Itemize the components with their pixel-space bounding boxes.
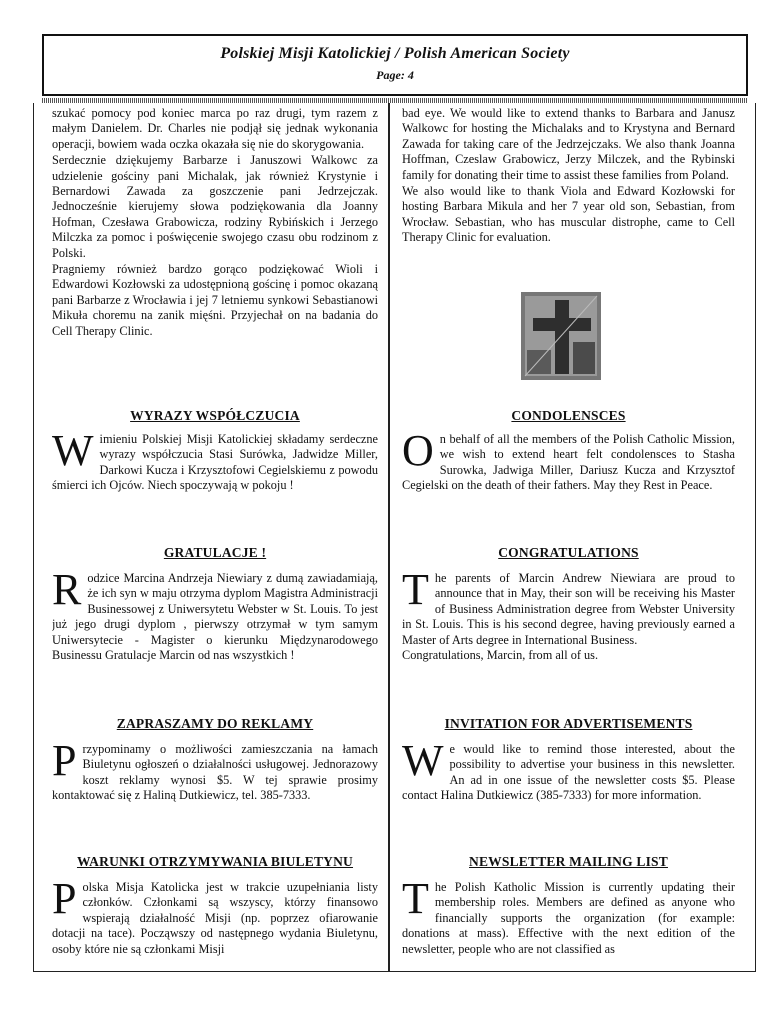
heading-condolences: CONDOLENSCES: [511, 408, 626, 423]
drop-cap: P: [52, 880, 77, 923]
section-text: n behalf of all the members of the Polish Catholic Mission, we wish to extend heart felt condolensces to Stasha Surowka, Jadwiga Miller, Dariusz Kucza and Krzysztof Cegielski on the death of their fathers. May they Rest in Peace.: [402, 432, 735, 493]
drop-cap: W: [52, 432, 94, 475]
section-text: he Polish Katholic Mission is currently updating their membership roles. Members are defined as anyone who financially supports the organization (for example: donations at mass). Effective with the next edition of the newsletter, people who are not classified as: [402, 880, 735, 956]
congratulations-section: [402, 571, 735, 697]
page-number: Page: 4: [376, 68, 414, 82]
congrats-pl-section: [52, 571, 378, 697]
paragraph: We also would like to thank Viola and Edward Kozłowski for hosting Barbara Mikula and her 7 year old son, Sebastian, from Wrocław. Sebastian, who has muscular distrophe, came to Cell Therapy Clinic for evaluation.: [402, 184, 735, 245]
heading-mailing-pl: WARUNKI OTRZYMYWANIA BIULETYNU: [76, 854, 354, 869]
paragraph: Congratulations, Marcin, from all of us.: [402, 648, 599, 663]
masthead-box: [42, 34, 748, 96]
heading-ads-pl: ZAPRASZAMY DO REKLAMY: [116, 716, 314, 731]
right-intro: [402, 106, 735, 292]
mailing-pl-section: [52, 880, 378, 970]
drop-cap: W: [402, 742, 444, 785]
heading-congrats-pl: GRATULACJE !: [163, 545, 267, 560]
section-text: imieniu Polskiej Misji Katolickiej składamy serdeczne wyrazy współczucia Stasi Surówka, Jadwidze Miller, Darkowi Kucza i Krzysztofowi Cegielskiemu z powodu śmierci ich Ojców. Niech spoczywają w pokoju !: [52, 432, 378, 493]
column-divider: [388, 103, 390, 972]
condolences-section: [402, 432, 735, 527]
paragraph: bad eye. We would like to extend thanks to Barbara and Janusz Walkowc for hosting the Michalaks and to Krystyna and Bernard Zawada for taking care of the Jedrzejczaks. We also thank Joanna Hoffman, Czeslaw Grabowicz, Jerzy Milczek, and the Rybinski family for donating their time to assist these families from Poland.: [402, 106, 735, 182]
mailing-list-section: [402, 880, 735, 970]
heading-congratulations: CONGRATULATIONS: [498, 545, 639, 560]
masthead-title: Polskiej Misji Katolickiej / Polish American Society: [220, 45, 570, 62]
heading-mailing-list: NEWSLETTER MAILING LIST: [469, 854, 668, 869]
section-text: rzypominamy o możliwości zamieszczania na łamach Biuletynu ogłoszeń o działalności usługowej. Jednorazowy koszt reklamy wynosi $5. W tej sprawie prosimy kontaktować się z Haliną Dutkiewicz, tel. 385-7333.: [52, 742, 378, 803]
cross-illustration: [521, 292, 601, 380]
paragraph: szukać pomocy pod koniec marca po raz drugi, tym razem z małym Danielem. Dr. Charles nie podjął się jednak wykonania operacji, bowiem wada oczka okazała się nie do skorygowania.: [52, 106, 378, 151]
paragraph: Serdecznie dziękujemy Barbarze i Januszowi Walkowc za udzielenie gościny pani Michalak, jak również Krystynie i Bernardowi Zawada za goszczenie pani Jedrzejczak. Jednocześnie kierujemy słowa podziękowania dla Joanny Hofman, Czesława Grabowicza, rodziny Rybińskich i Jerzego Milczka za pomoc i poświęcenie swojego czasu obu rodzinom z Polski.: [52, 153, 378, 260]
drop-cap: R: [52, 571, 82, 614]
advertisements-section: [402, 742, 735, 837]
drop-cap: T: [402, 880, 429, 923]
drop-cap: P: [52, 742, 77, 785]
ads-pl-section: [52, 742, 378, 837]
heading-advertisements: INVITATION FOR ADVERTISEMENTS: [444, 716, 693, 731]
paragraph: Pragniemy również bardzo gorąco podziękować Wioli i Edwardowi Kozłowski za udostępnioną gościnę i pomoc okazaną pani Barbarze z Wrocławia i jej 7 letniemu synkowi Sebastianowi Mikuła choremu na zanik mięśni. Przyjechał on na badania do Cell Therapy Clinic.: [52, 262, 378, 338]
section-text: e would like to remind those interested, about the possibility to advertise your business in this newsletter. An ad in one issue of the newsletter costs $5. Please contact Halina Dutkiewicz (385-7333) for more information.: [402, 742, 735, 803]
sympathy-section: [52, 432, 378, 527]
section-text: odzice Marcina Andrzeja Niewiary z dumą zawiadamiają, że ich syn w maju otrzyma dyplom Magistra Administracji Businessowej z Uniwersytetu Webster w St. Louis. To jest już jego drugi dyplom , pierwszy otrzymał w tym samym Uniwersytecie - Magister o kierunku Międzynarodowego Businessu Gratulacje Marcin od nas wszystkich !: [52, 571, 378, 663]
left-intro: [52, 106, 378, 402]
drop-cap: O: [402, 432, 434, 475]
heading-sympathy: WYRAZY WSPÓŁCZUCIA: [130, 408, 300, 423]
section-text: olska Misja Katolicka jest w trakcie uzupełniania listy członków. Członkami są wszyscy, którzy finansowo wspierają działalność Misji (np. poprzez ofiarowanie dotacji na tace). Począwszy od następnego wydania Biuletynu, osoby które nie są członkami Misji: [52, 880, 378, 956]
section-text: he parents of Marcin Andrew Niewiara are proud to announce that in May, their son will be receiving his Master of Business Administration degree from Webster University in St. Louis. This is his second degree, having previously earned a Master of Arts degree in International Business.: [402, 571, 735, 647]
drop-cap: T: [402, 571, 429, 614]
